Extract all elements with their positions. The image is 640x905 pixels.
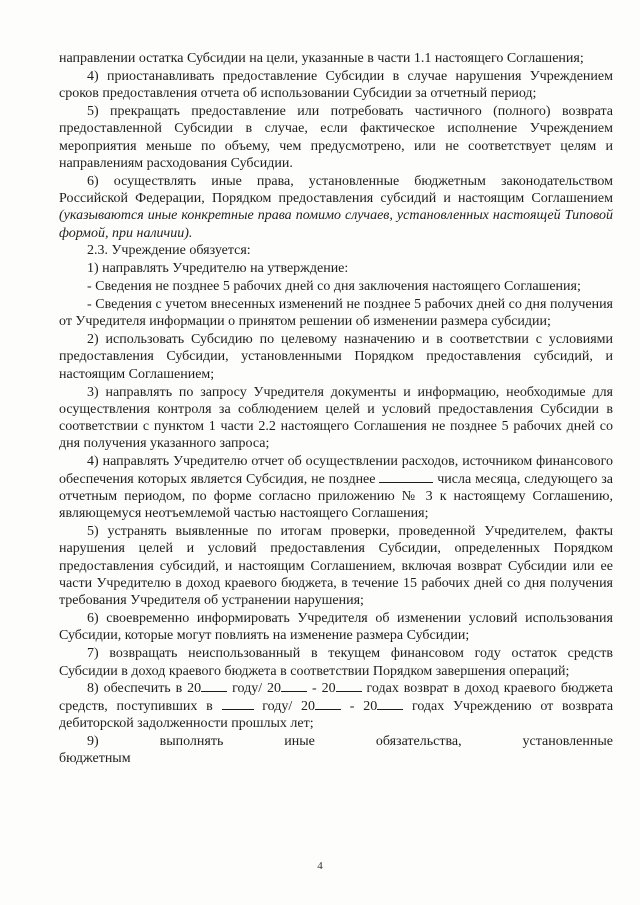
obligation-4-text-b: числа месяца, следующего за отчетным периодом, по форме согласно приложению № 3 к настоящему Соглашению, являющемуся неотъемлемой частью настоящего Соглашения; [59,471,614,522]
paragraph-right-5: 5) прекращать предоставление или потребовать частичного (полного) возврата предоставленной Субсидии в случае, если фактическое исполнение Учреждением мероприятия меньше по объему, чем предусмотрено, или не соответствует целям и направлениям расходования Субсидии. [59,103,613,171]
page-number: 4 [317,860,323,872]
obligation-8-blank-1 [201,680,227,692]
obligation-8 [59,680,613,732]
obligation-8-d: 20 [321,681,336,697]
obligation-1: 1) направлять Учредителю на утверждение: [87,261,349,277]
obligation-4-blank [379,471,433,483]
obligation-3: 3) направлять по запросу Учредителя документы и информацию, необходимые для осуществления контроля за соблюдением целей и условий предоставления Субсидии в соответствии с пунктом 1 части 2.2 настоящего Соглашения не позднее 5 рабочих дней со дня получения указанного запроса; [59,384,613,452]
obligation-1-item-b: - Сведения с учетом внесенных изменений не позднее 5 рабочих дней со дня получения от Учредителя информации о принятом решении об изменении размера субсидии; [59,296,613,330]
obligation-4 [59,453,613,522]
obligation-4-text-a: 4) направлять Учредителю отчет об осуществлении расходов, источником финансового обеспечения которых является Субсидия, не позднее [59,454,613,487]
obligation-8-g: - [349,698,355,714]
section-heading-2-3: 2.3. Учреждение обязуется: [87,243,251,259]
obligation-6: 6) своевременно информировать Учредителя об изменении условий использования Субсидии, которые могут повлиять на изменение размера Субсидии; [59,611,613,644]
obligation-8-blank-2 [281,680,307,692]
paragraph-continuation: направлении остатка Субсидии на цели, указанные в части 1.1 настоящего Соглашения; [59,51,584,66]
obligation-8-b: году/ 20 [232,681,282,697]
obligation-8-c: - [311,681,317,697]
paragraph-right-4: 4) приостанавливать предоставление Субсидии в случае нарушения Учреждением сроков предоставления отчета об использовании Субсидии за отчетный период; [59,68,613,102]
paragraph-right-6 [59,173,613,242]
obligation-8-e: годах возврат в доход краевого бюджета средств, поступивших в [59,681,614,714]
obligation-1-item-a: - Сведения не позднее 5 рабочих дней со дня заключения настоящего Соглашения; [87,279,581,295]
document-body [59,50,613,768]
obligation-9: 9) выполнять иные обязательства, установленные бюджетным [59,733,613,767]
obligation-8-h: 20 [363,698,378,714]
obligation-5: 5) устранять выявленные по итогам проверки, проведенной Учредителем, факты нарушения целей и условий предоставления Субсидии, определенных Порядком предоставления субсидий, и настоящим Соглашением, включая возврат Субсидии или ее части Учредителю в доход краевого бюджета, в течение 15 рабочих дней со дня получения требования Учредителя об устранении нарушения; [59,524,613,609]
paragraph-right-6-text: 6) осуществлять иные права, установленные бюджетным законодательством Российской Федерации, Порядком предоставления субсидий и настоящим Соглашением [59,173,613,207]
paragraph-right-6-note: (указываются иные конкретные права помимо случаев, установленных настоящей Типовой формой, при наличии). [59,208,613,241]
obligation-8-f: году/ 20 [262,698,316,714]
obligation-7: 7) возвращать неиспользованный в текущем финансовом году остаток средств Субсидии в доход краевого бюджета в соответствии Порядком завершения операций; [59,646,613,679]
obligation-8-blank-6 [377,698,403,710]
obligation-8-blank-5 [315,698,341,710]
obligation-8-a: 8) обеспечить в 20 [87,681,202,697]
obligation-8-i: годах Учреждению от возврата дебиторской задолженности прошлых лет; [59,698,614,731]
obligation-8-blank-3 [336,680,362,692]
obligation-2: 2) использовать Субсидию по целевому назначению и в соответствии с условиями предоставления Субсидии, установленными Порядком предоставления субсидий, и настоящим Соглашением; [59,332,613,382]
obligation-8-blank-4 [222,698,254,710]
